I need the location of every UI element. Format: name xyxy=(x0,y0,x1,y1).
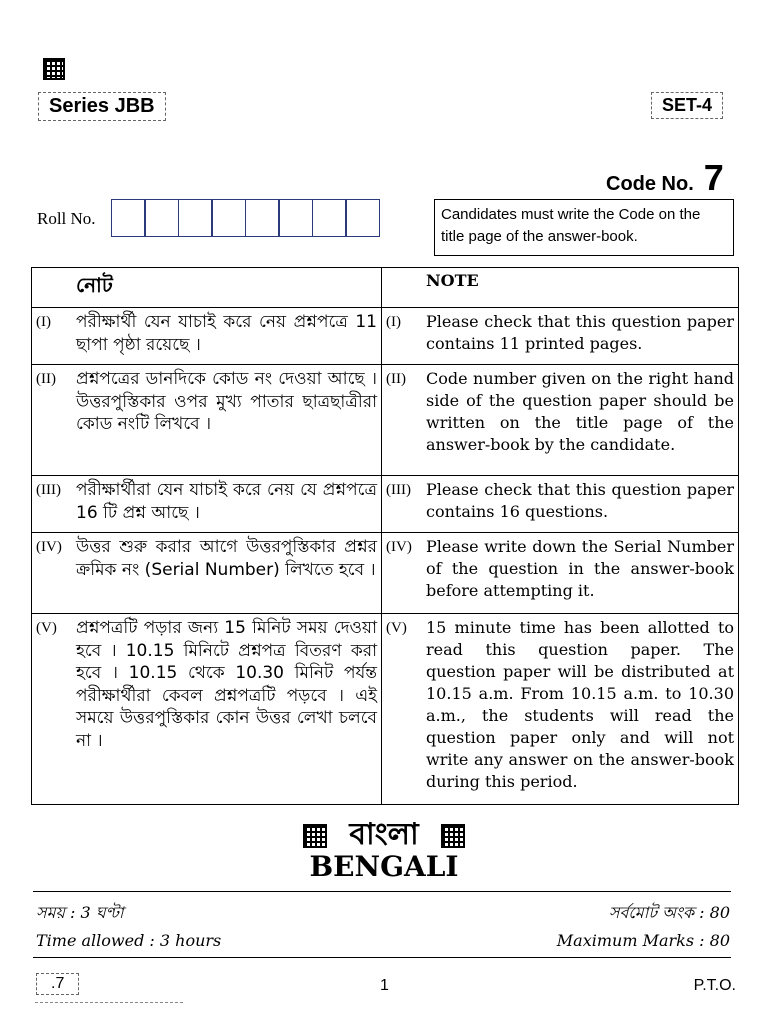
subject-title-bn: বাংলা xyxy=(349,817,419,852)
note-number: (V) xyxy=(36,620,57,636)
note-number: (III) xyxy=(36,482,61,498)
notes-row xyxy=(32,365,739,476)
notes-header-row xyxy=(32,268,739,308)
roll-digit-box[interactable] xyxy=(178,199,213,237)
note-header-bn: নোট xyxy=(76,273,113,297)
note-text-bn: পরীক্ষার্থীরা যেন যাচাই করে নেয় যে প্রশ্নপত্রে 16 টি প্রশ্ন আছে । xyxy=(76,480,377,523)
note-number: (IV) xyxy=(386,539,412,555)
qr-code-icon xyxy=(441,824,465,848)
note-number: (II) xyxy=(386,371,406,387)
max-marks-en: Maximum Marks : 80 xyxy=(556,931,730,950)
candidate-notice: Candidates must write the Code on the title page of the answer-book. xyxy=(434,199,734,256)
code-number xyxy=(606,157,724,199)
notes-row xyxy=(32,614,739,805)
note-number: (V) xyxy=(386,620,407,636)
note-text-bn: উত্তর শুরু করার আগে উত্তরপুস্তিকার প্রশ্নর ক্রমিক নং (Serial Number) লিখতে হবে । xyxy=(76,537,377,580)
notes-row xyxy=(32,476,739,533)
roll-digit-box[interactable] xyxy=(345,199,380,237)
qr-code-icon xyxy=(303,824,327,848)
note-text-en: Please check that this question paper contains 11 printed pages. xyxy=(426,312,734,353)
pto-label: P.T.O. xyxy=(693,977,736,994)
code-label: Code No. xyxy=(606,173,694,195)
note-text-en: Please write down the Serial Number of the question in the answer-book before attempting it. xyxy=(426,537,734,600)
roll-digit-box[interactable] xyxy=(312,199,347,237)
note-text-en: 15 minute time has been allotted to read this question paper. The question paper will be distributed at 10.15 a.m. From 10.15 a.m. to 10.30 a.m., the students will read the question paper only and will not write any answer on the answer-book during this period. xyxy=(426,618,734,791)
roll-no-boxes[interactable] xyxy=(112,199,380,237)
page-number: 1 xyxy=(380,977,389,994)
footer-code: .7 xyxy=(36,973,79,995)
time-allowed-en: Time allowed : 3 hours xyxy=(36,931,222,950)
roll-digit-box[interactable] xyxy=(211,199,246,237)
roll-digit-box[interactable] xyxy=(245,199,280,237)
code-value: 7 xyxy=(703,157,724,198)
footer-dashed-line xyxy=(35,1002,183,1003)
notes-row xyxy=(32,308,739,365)
note-number: (IV) xyxy=(36,539,62,555)
notes-row xyxy=(32,533,739,614)
note-number: (I) xyxy=(36,314,51,330)
max-marks-bn: সর্বমোট অংক : 80 xyxy=(608,903,730,922)
roll-no-label: Roll No. xyxy=(37,209,96,228)
set-label: SET-4 xyxy=(651,92,723,119)
note-number: (III) xyxy=(386,482,411,498)
note-text-en: Please check that this question paper contains 16 questions. xyxy=(426,480,734,521)
roll-digit-box[interactable] xyxy=(144,199,179,237)
roll-digit-box[interactable] xyxy=(278,199,313,237)
time-allowed-bn: সময় : 3 ঘণ্টা xyxy=(36,903,124,922)
note-number: (II) xyxy=(36,371,56,387)
notes-table xyxy=(31,267,739,805)
note-header-en: NOTE xyxy=(426,271,479,290)
note-text-en: Code number given on the right hand side of the question paper should be written on the title page of the answer-book by the candidate. xyxy=(426,369,734,454)
roll-digit-box[interactable] xyxy=(111,199,146,237)
divider xyxy=(33,957,731,958)
subject-title-en: BENGALI xyxy=(309,850,459,883)
note-text-bn: প্রশ্নপত্রটি পড়ার জন্য 15 মিনিট সময় দেওয়া হবে । 10.15 মিনিটে প্রশ্নপত্র বিতরণ করা হবে । 10.15 থেকে 10.30 মিনিট পর্যন্ত পরীক্ষার্থীরা কেবল প্রশ্নপত্রটি পড়বে । এই সময়ে উত্তরপুস্তিকার কোন উত্তর লেখা চলবে না । xyxy=(76,618,377,751)
series-label: Series JBB xyxy=(38,92,166,121)
divider xyxy=(33,891,731,892)
note-number: (I) xyxy=(386,314,401,330)
qr-code-icon xyxy=(43,58,65,80)
note-text-bn: পরীক্ষার্থী যেন যাচাই করে নেয় প্রশ্নপত্রে 11 ছাপা পৃষ্ঠা রয়েছে । xyxy=(76,312,377,355)
note-text-bn: প্রশ্নপত্রের ডানদিকে কোড নং দেওয়া আছে । উত্তরপুস্তিকার ওপর মুখ্য পাতার ছাত্রছাত্রীরা কোড নংটি লিখবে । xyxy=(76,369,377,434)
